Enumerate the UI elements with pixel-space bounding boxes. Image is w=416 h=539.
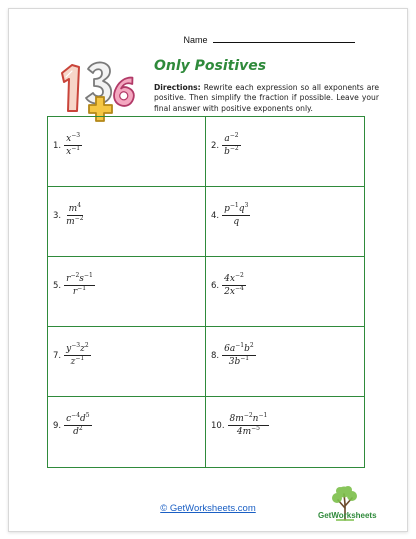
problem-cell	[206, 327, 364, 397]
name-field	[183, 33, 355, 45]
term-base: 2x	[224, 287, 235, 297]
denominator	[64, 216, 85, 227]
fraction	[64, 204, 85, 227]
term-base: c	[66, 414, 72, 424]
term-exponent: −2	[70, 272, 80, 279]
problem-expression	[53, 344, 91, 367]
term-base: q	[233, 217, 240, 227]
fraction	[64, 414, 92, 437]
brand-name: GetWorksheets	[318, 511, 377, 520]
problem-number: 7.	[53, 350, 62, 361]
problem-expression	[53, 134, 82, 157]
problem-cell	[206, 117, 364, 187]
fraction	[64, 134, 82, 157]
term-base: 8m	[229, 414, 244, 424]
problem-number: 4.	[211, 210, 220, 221]
term-base: r	[72, 287, 78, 297]
term-base: x	[66, 147, 72, 157]
fraction	[222, 274, 246, 297]
problem-number: 1.	[53, 140, 62, 151]
fraction	[228, 414, 270, 437]
denominator	[231, 216, 241, 227]
term-base: n	[252, 414, 259, 424]
worksheet-title: Only Positives	[154, 58, 267, 74]
denominator	[69, 356, 87, 367]
denominator	[222, 286, 246, 297]
term-exponent: −1	[75, 355, 85, 362]
problem-number: 3.	[53, 210, 62, 221]
term-base: m	[68, 204, 78, 214]
problem-number: 5.	[53, 280, 62, 291]
problem-number: 8.	[211, 350, 220, 361]
website-link[interactable]: © GetWorksheets.com	[160, 503, 256, 514]
term-base: 4m	[236, 427, 252, 437]
term-exponent: 2	[249, 342, 254, 349]
name-blank-line	[213, 33, 355, 43]
problem-number: 2.	[211, 140, 220, 151]
term-base: z	[70, 357, 76, 367]
term-base: m	[66, 217, 75, 227]
problem-cell	[48, 187, 206, 257]
denominator	[222, 146, 241, 157]
problem-expression	[211, 274, 246, 297]
term-base: 6a	[224, 344, 236, 354]
problem-number: 10.	[211, 420, 225, 431]
term-base: b	[244, 344, 250, 354]
fraction	[222, 204, 250, 227]
problem-cell	[48, 397, 206, 467]
problem-cell	[48, 117, 206, 187]
term-exponent: −1	[258, 412, 268, 419]
term-base: a	[224, 134, 230, 144]
term-base: p	[224, 204, 230, 214]
term-base: q	[238, 204, 245, 214]
numerator	[222, 344, 256, 356]
term-exponent: −2	[234, 272, 244, 279]
term-exponent: 3	[244, 202, 249, 209]
term-exponent: −1	[71, 145, 81, 152]
fraction	[64, 274, 95, 297]
term-base: r	[66, 274, 71, 284]
directions	[154, 83, 379, 114]
denominator	[64, 146, 82, 157]
term-base: s	[79, 274, 84, 284]
term-base: d	[80, 414, 86, 424]
problem-expression	[211, 204, 250, 227]
denominator	[227, 356, 251, 367]
problem-expression	[53, 414, 92, 437]
term-exponent: −2	[243, 412, 253, 419]
term-base: z	[80, 344, 85, 354]
term-base: x	[66, 134, 72, 144]
denominator	[71, 426, 85, 437]
problem-grid	[47, 116, 365, 468]
term-exponent: 5	[85, 412, 90, 419]
term-exponent: 2	[78, 425, 83, 432]
term-exponent: −4	[234, 285, 244, 292]
term-exponent: −4	[71, 412, 81, 419]
problem-cell	[48, 257, 206, 327]
numerator	[228, 414, 270, 426]
term-exponent: −5	[251, 425, 260, 432]
term-exponent: −2	[229, 132, 239, 139]
problem-cell	[48, 327, 206, 397]
term-exponent: −2	[74, 215, 84, 222]
directions-label: Directions:	[154, 83, 201, 92]
name-label: Name	[183, 35, 208, 45]
problem-expression	[211, 414, 269, 437]
term-exponent: −3	[71, 132, 81, 139]
fraction	[64, 344, 91, 367]
fraction	[222, 344, 256, 367]
term-exponent: −1	[77, 285, 87, 292]
denominator	[71, 286, 88, 297]
problem-expression	[53, 274, 95, 297]
term-exponent: −2	[229, 145, 239, 152]
problem-expression	[211, 134, 241, 157]
term-base: 3b	[228, 357, 241, 367]
term-exponent: −1	[235, 342, 245, 349]
fraction	[222, 134, 241, 157]
term-base: y	[66, 344, 72, 354]
term-exponent: −1	[229, 202, 239, 209]
problem-cell	[206, 257, 364, 327]
directions-text: Rewrite each expression so all exponents are positive. Then simplify the fraction if possible. Leave your final answer with positive exponents only.	[154, 83, 379, 113]
term-exponent: −3	[71, 342, 81, 349]
problem-number: 6.	[211, 280, 220, 291]
denominator	[235, 426, 262, 437]
term-base: d	[73, 427, 79, 437]
term-exponent: −1	[83, 272, 93, 279]
numerator	[222, 204, 250, 216]
term-exponent: −1	[240, 355, 250, 362]
problem-number: 9.	[53, 420, 62, 431]
term-exponent: 2	[84, 342, 89, 349]
problem-cell	[206, 397, 364, 467]
term-base: b	[224, 147, 230, 157]
problem-expression	[211, 344, 256, 367]
term-base: 4x	[224, 274, 235, 284]
term-exponent: 4	[77, 202, 82, 209]
problem-expression	[53, 204, 86, 227]
problem-cell	[206, 187, 364, 257]
